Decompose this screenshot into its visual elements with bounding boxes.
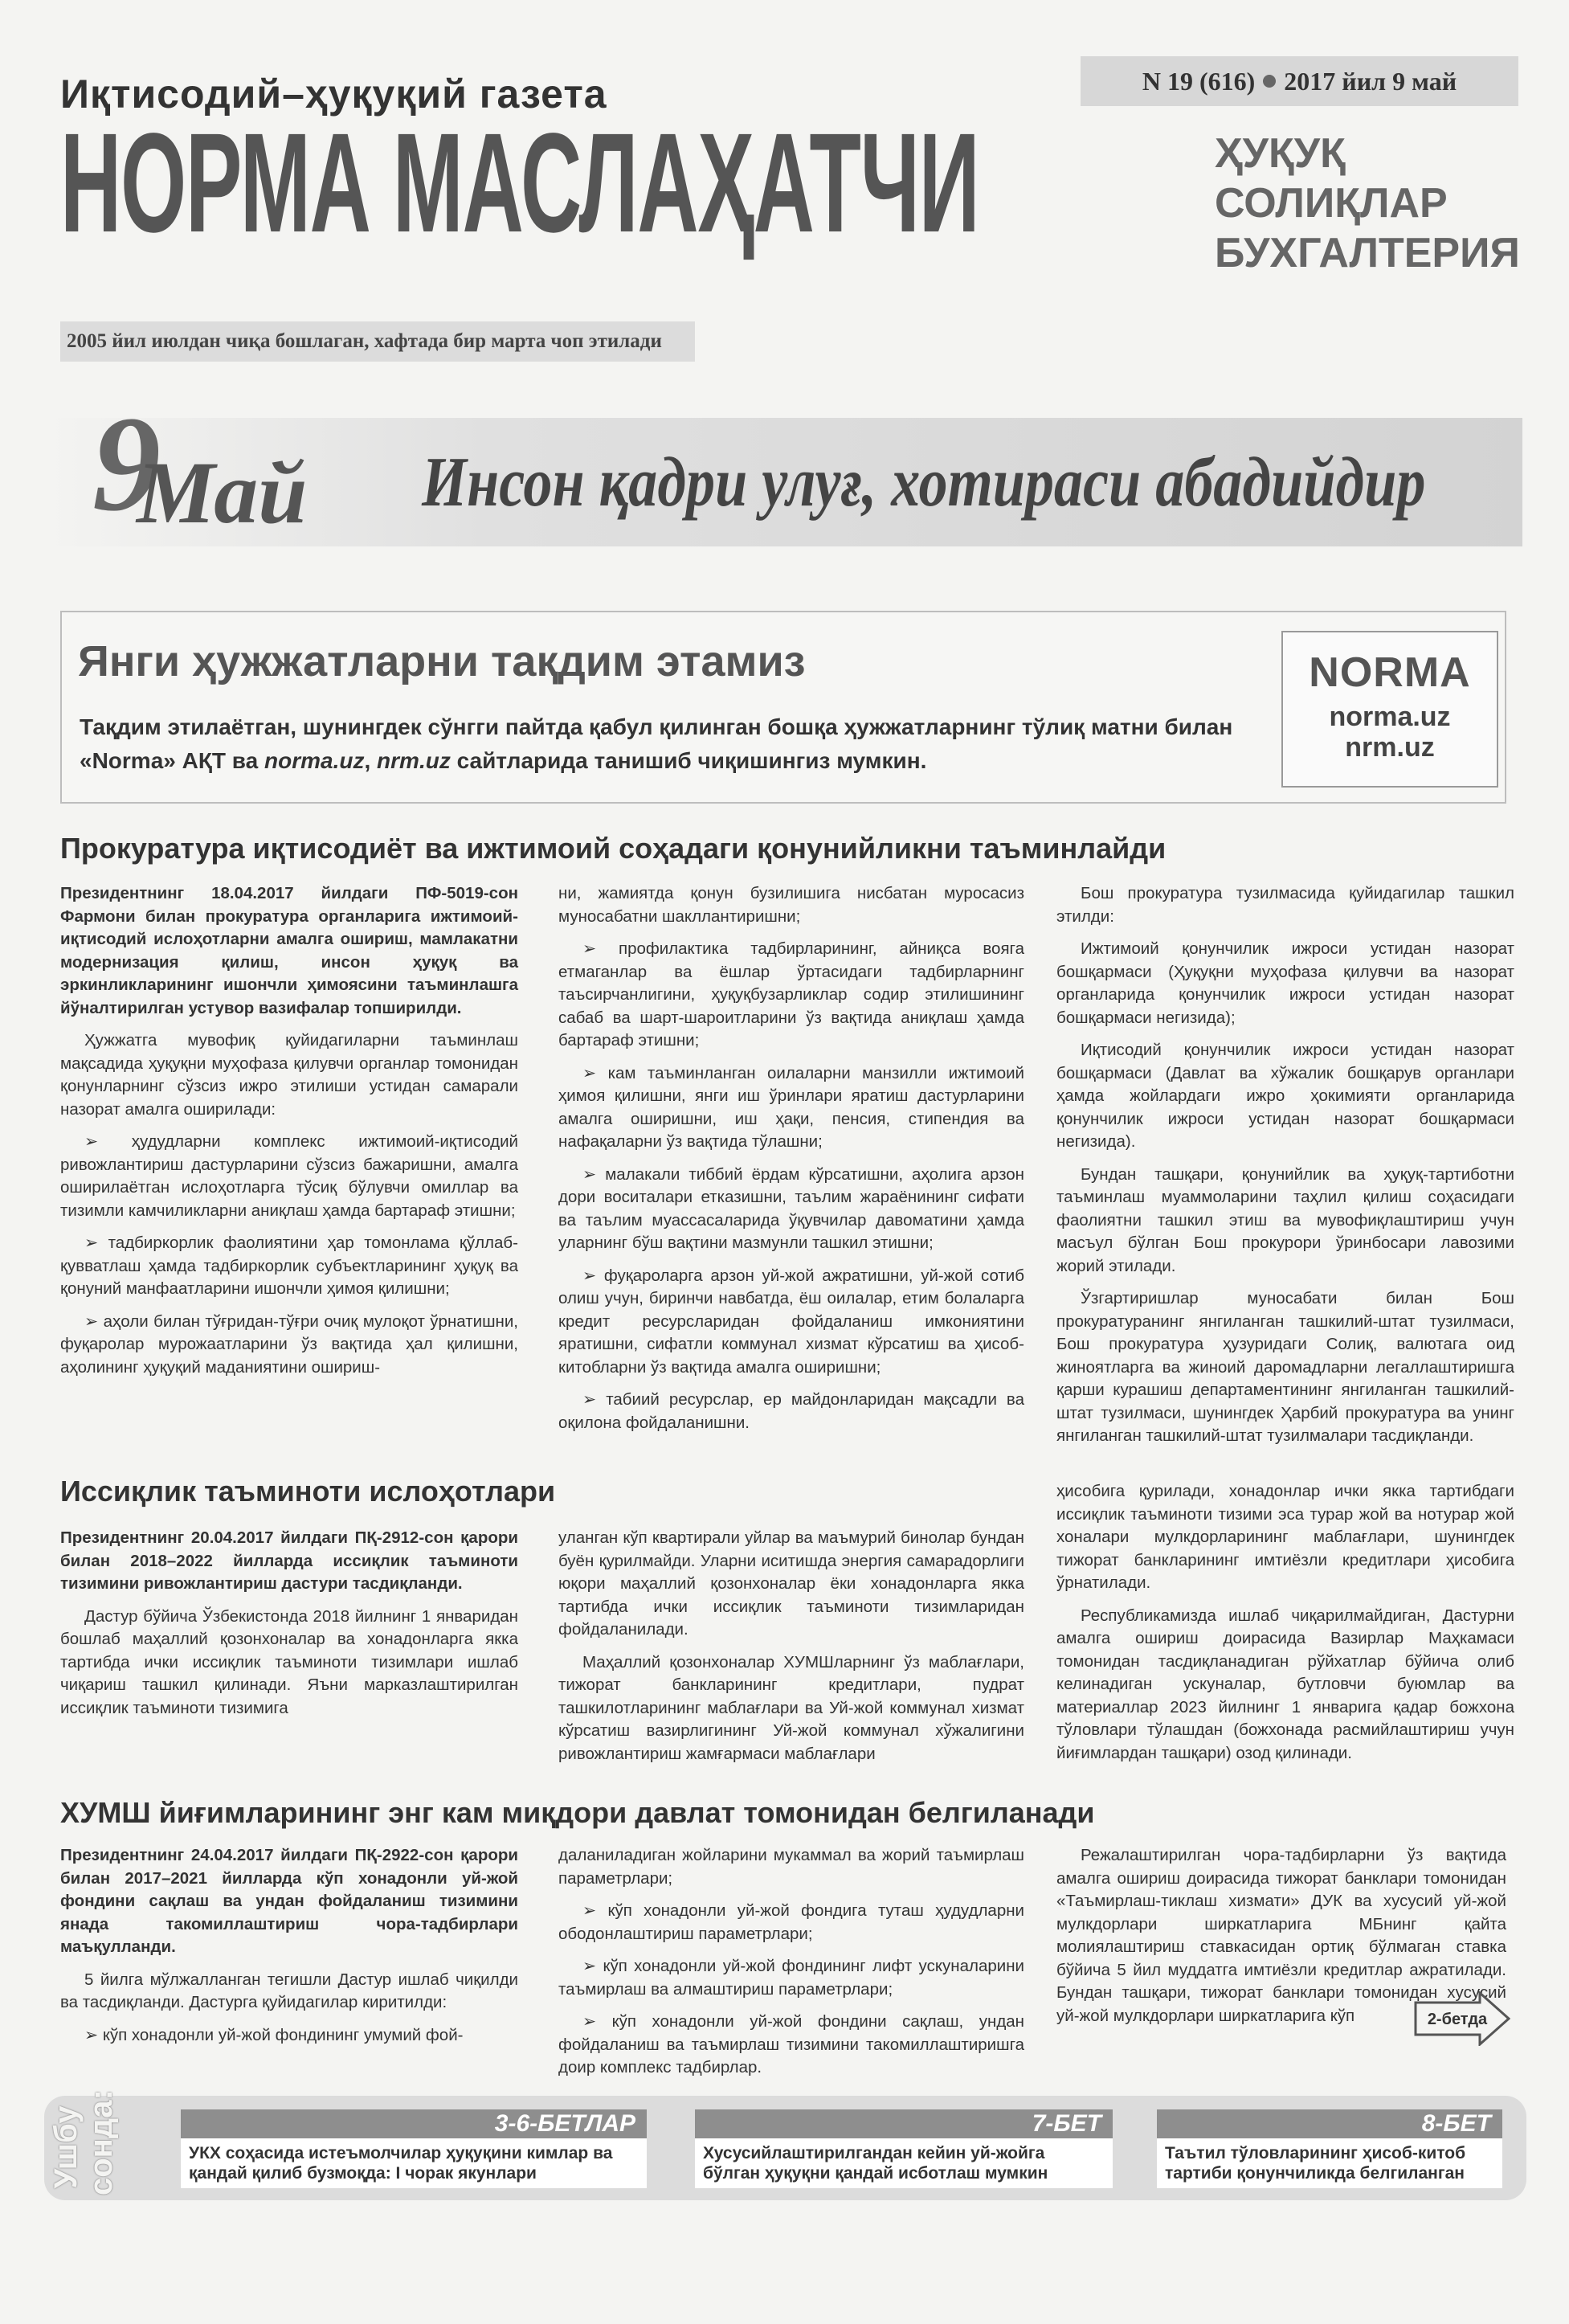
article-3-lead: Президентнинг 24.04.2017 йилдаги ПҚ-2922-сон қарори билан 2017–2021 йилларда кўп хонадонли уй-жой фондини сақлаш ва ундан фойдаланиш тизимини янада такомиллаштириш чора-тадбирлари маъқулланди. [60,1846,518,1956]
article-2-col-2 [558,1527,1024,1775]
paragraph: 5 йилга мўлжалланган тегишли Дастур ишлаб чиқилди ва тасдиқланди. Дастурга қуйидагилар киритилди: [60,1970,518,2011]
article-1-col-2 [558,882,1024,1444]
paragraph: Ҳужжатга мувофиқ қуйидагиларни таъминлаш мақсадида ҳуқуқни муҳофаза қилувчи органлар томонидан қонунларнинг сўзсиз ижро этилиши устидан самарали назорат амалга оширилади: [60,1031,518,1119]
teaser-1[interactable] [181,2109,647,2190]
article-3-col-1 [60,1844,518,2056]
paragraph: ➢ кўп хонадонли уй-жой фондининг умумий фой- [84,2025,464,2044]
paragraph: Маҳаллий қозонхоналар ХУМШларнинг ўз маблағлари, тижорат банкларининг кредитлари, пудрат ташкилотларининг маблағлари ва Уй-жой коммунал хизмат кўрсатиш вазирлигининг Уй-жой коммунал хўжалигини ривожлантириш жамғармаси маблағлари [558,1652,1024,1763]
label-line-2: сонда: [84,2089,119,2195]
promo-link-nrm[interactable]: nrm.uz [377,748,451,773]
teaser-2-pages: 7-БЕТ [695,2109,1113,2138]
norma-logo[interactable] [1281,631,1498,788]
article-3-col-2 [558,1844,1024,2089]
promo-text: Тақдим этилаётган, шунингдек сўнгги пайтда қабул қилинган бошқа ҳужжатларнинг тўлиқ матни билан «Norma» АҚТ ва norma.uz, nrm.uz сайтларида танишиб чиқишингиз мумкин. [80,714,1233,773]
continued-arrow[interactable] [1414,1991,1510,2046]
article-3-headline: ХУМШ йиғимларининг энг кам миқдори давлат томонидан белгиланади [60,1796,1095,1829]
teaser-2-text: Хусусийлаштирилгандан кейин уй-жойга бўлган ҳуқуқни қандай исботлаш мумкин [695,2138,1113,2188]
founded-note: 2005 йил июлдан чиқа бошлаган, хафтада бир марта чоп этилади [60,321,695,362]
continued-label: 2-бетда [1427,2011,1488,2028]
logo-sites [1283,702,1497,763]
article-1-col-3 [1056,882,1514,1458]
article-2-col-3 [1056,1480,1514,1774]
paragraph: уланган кўп квартирали уйлар ва маъмурий бинолар бундан буён қурилмайди. Уларни иситишда энергия самарадорлиги юқори маҳаллий қозонхоналар ёки хонадонларга якка тартибда ички иссиқлик таъминоти тизимларидан фойдаланилади. [558,1528,1024,1639]
bullet-icon [1263,75,1276,88]
article-1-headline: Прокуратура иқтисодиёт ва ижтимоий соҳадаги қонунийликни таъминлайди [60,832,1167,865]
article-1-col-1 [60,882,518,1389]
paragraph: Ўзгартиришлар муносабати билан Бош прокуратуранинг янгиланган ташкилий-штат тузилмаси, Бош прокуратура ҳузуридаги Солиқ, валютага оид жиноятларга ва жиноий даромадларни легаллаштиришга қарши курашиш департаментининг янгиланган ташкилий-штат тузилмаси, шунингдек Ҳарбий прокуратура ва унинг янгиланган ташкилий-штат тузилмалари тасдиқланди. [1056,1289,1514,1445]
paragraph: Бундан ташқари, қонунийлик ва ҳуқуқ-тартиботни таъминлаш муаммоларини таҳлил қилиш соҳасидаги фаолиятни ташкил этиш ва мувофиқлаштириш учун масъул бўлган Бош прокурори ўринбосари лавозими жорий этилади. [1056,1164,1514,1275]
paragraph: Дастур бўйича Ўзбекистонда 2018 йилнинг 1 январидан бошлаб маҳаллий қозонхоналар ва хонадонларга якка тартибда ички иссиқлик таъминоти тизимлари ишлаб чиқариш ташкил қилинади. Яъни марказлаштирилган иссиқлик таъминоти тизимига [60,1606,518,1717]
banner-month: Май [137,444,308,542]
paragraph: Иқтисодий қонунчилик ижроси устидан назорат бошқармаси (Давлат ва хўжалик бошқарув органлари ҳамда жойлардаги ижро ҳокимияти органларида қонунчилик ижроси устидан назорат бошқармаси негизида). [1056,1041,1514,1151]
logo-site-2: nrm.uz [1345,732,1435,763]
teaser-1-text: УКХ соҳасида истеъмолчилар ҳуқуқини кимлар ва қандай қилиб бузмоқда: I чорак якунлари [181,2138,647,2188]
newspaper-title: НОРМА МАСЛАҲАТЧИ [60,104,979,262]
newspaper-subtitle: Иқтисодий–ҳуқуқий газета [60,72,607,117]
paragraph: ➢ табиий ресурслар, ер майдонларидан мақсадли ва оқилона фойдаланишни. [558,1390,1024,1432]
teaser-3[interactable] [1157,2109,1502,2190]
paragraph: ҳисобига қурилади, хонадонлар ички якка тартибдаги иссиқлик таъминоти тизими эса турар жой ва нотурар жой хоналари мулкдорларининг маблағлари, шунингдек тижорат банкларининг имтиёзли кредитлари ҳисобига ўрнатилади. [1056,1482,1514,1592]
paragraph: ➢ фуқароларга арзон уй-жой ажратишни, уй-жой сотиб олиш учун, биринчи навбатда, ёш оилалар, етим болаларга кредит ресурсларидан фойдаланиш имкониятини яратишни, сифатли коммунал хизмат кўрсатиш ва ҳисоб-китобларни ўз вақтида амалга оширишни; [558,1266,1024,1377]
paragraph: ➢ кўп хонадонли уй-жой фондига туташ ҳудудларни ободонлаштириш параметрлари; [558,1901,1024,1943]
issue-info [1081,56,1518,106]
teaser-1-pages: 3-6-БЕТЛАР [181,2109,647,2138]
issue-number: N 19 (616) [1142,66,1256,96]
topics-list [1215,129,1520,278]
teaser-3-text: Таътил тўловларининг ҳисоб-китоб тартиби қонунчиликда белгиланган [1157,2138,1502,2188]
paragraph: Режалаштирилган чора-тадбирларни ўз вақтида амалга ошириш доирасида тижорат банклари томонидан «Таъмирлаш-тиклаш хизмати» ДУК ва хусусий уй-жой мулкдорлари ширкатларига МБнинг қайта молиялаштириш ставкасидан ортиқ бўлмаган ставка бўйича 5 йил муддатга имтиёзли кредитлар ажратилади. Бундан ташқари, тижорат банклари томонидан хусусий уй-жой мулкдорлари ширкатларига кўп [1056,1846,1506,2025]
banner-slogan: Инсон қадри улуғ, хотираси абадийдир [422,444,1426,522]
topic-taxes: СОЛИҚЛАР [1215,180,1448,227]
label-line-1: Ушбу [48,2105,84,2189]
article-2-col-1 [60,1527,518,1729]
paragraph: ➢ тадбиркорлик фаолиятини ҳар томонлама қўллаб-қувватлаш ҳамда тадбиркорлик субъектларининг ҳуқуқ ва қонуний манфаатларини ишончли ҳимоя қилишни; [60,1234,518,1298]
banner-day: 9 [92,388,161,539]
promo-link-norma[interactable]: norma.uz [264,748,365,773]
paragraph: Республикамизда ишлаб чиқарилмайдиган, Дастурни амалга ошириш доирасида Вазирлар Маҳкамаси томонидан тасдиқланадиган рўйхатлар бўйича олиб келинадиган ускуналар, бутловчи буюмлар ва материаллар 2023 йилнинг 1 январига қадар божхона тўловлари тўлашдан (божхонада расмийлаштириш учун йиғимлардан ташқари) озод қилинади. [1056,1606,1514,1762]
promo-heading: Янги ҳужжатларни тақдим этамиз [78,637,806,685]
logo-site-1: norma.uz [1329,702,1451,732]
paragraph: Ижтимоий қонунчилик ижроси устидан назорат бошқармаси (Ҳуқуқни муҳофаза қилувчи ва назорат органларида қонунчилик ижроси устидан назорат бошқармаси негизида); [1056,939,1514,1027]
teaser-2[interactable] [695,2109,1113,2190]
paragraph: ни, жамиятда қонун бузилишига нисбатан муросасиз муносабатни шакллантиришни; [558,884,1024,926]
paragraph: ➢ малакали тиббий ёрдам кўрсатишни, аҳолига арзон дори воситалари етказишни, таълим жараёнининг сифати ва таълим муассасаларида ўқувчилар давоматини ҳамда уларнинг бўш вақтини мазмунли ташкил этишни; [558,1164,1024,1252]
paragraph: ➢ профилактика тадбирларининг, айниқса вояга етмаганлар ва ёшлар ўртасидаги тадбирларнинг таъсирчанлигини, ҳуқуқбузарликлар содир этилишининг сабаб ва шарт-шароитларини ўз вақтида аниқлаш ҳамда бартараф этишни; [558,939,1024,1049]
article-2-headline: Иссиқлик таъминоти ислоҳотлари [60,1475,556,1508]
teaser-3-pages: 8-БЕТ [1157,2109,1502,2138]
article-1-lead: Президентнинг 18.04.2017 йилдаги ПФ-5019-сон Фармони билан прокуратура органларига ижтимоий-иқтисодий ислоҳотларни амалга ошириш, мамлакатни модернизация қилиш, инсон ҳуқуқ ва эркинликларининг ишончли ҳимоясини таъминлашга йўналтирилган устувор вазифалар топширилди. [60,884,518,1017]
in-this-issue-label [48,2089,137,2195]
topic-accounting: БУХГАЛТЕРИЯ [1215,230,1520,276]
paragraph: ➢ аҳоли билан тўғридан-тўғри очиқ мулоқот ўрнатишни, фуқаролар мурожаатларини ўз вақтида ҳал қилишни, аҳолининг ҳуқуқий маданиятини ошириш- [60,1311,518,1377]
logo-brand: NORMA [1309,649,1471,696]
holiday-banner [44,388,1522,579]
paragraph: Бош прокуратура тузилмасида қуйидагилар ташкил этилди: [1056,884,1514,926]
topic-law: ҲУҚУҚ [1215,130,1346,177]
paragraph: даланиладиган жойларини мукаммал ва жорий таъмирлаш параметрлари; [558,1846,1024,1888]
paragraph: ➢ кўп хонадонли уй-жой фондини сақлаш, ундан фойдаланиш ва таъмирлаш тизимини такомиллаштиришга доир комплекс тадбирлар. [558,2012,1024,2076]
article-2-lead: Президентнинг 20.04.2017 йилдаги ПҚ-2912-сон қарори билан 2018–2022 йилларда иссиқлик таъминоти тизимини ривожлантириш дастури тасдиқланди. [60,1528,518,1593]
paragraph: ➢ кам таъминланган оилаларни манзилли ижтимоий ҳимоя қилишни, янги иш ўринлари яратиш дастурларини амалга оширишни, иш ҳақи, пенсия, стипендия ва нафақаларни ўз вақтида тўлашни; [558,1063,1024,1151]
paragraph: ➢ кўп хонадонли уй-жой фондининг лифт ускуналарини таъмирлаш ва алмаштириш параметрлари; [558,1957,1024,1999]
issue-date: 2017 йил 9 май [1284,66,1457,96]
paragraph: ➢ ҳудудларни комплекс ижтимоий-иқтисодий ривожлантириш дастурларини сўзсиз бажаришни, амалга оширилаётган ислоҳотларга тўсиқ бўлувчи омиллар ва тизимли камчиликларни аниқлаш ҳамда бартараф этишни; [60,1132,518,1220]
